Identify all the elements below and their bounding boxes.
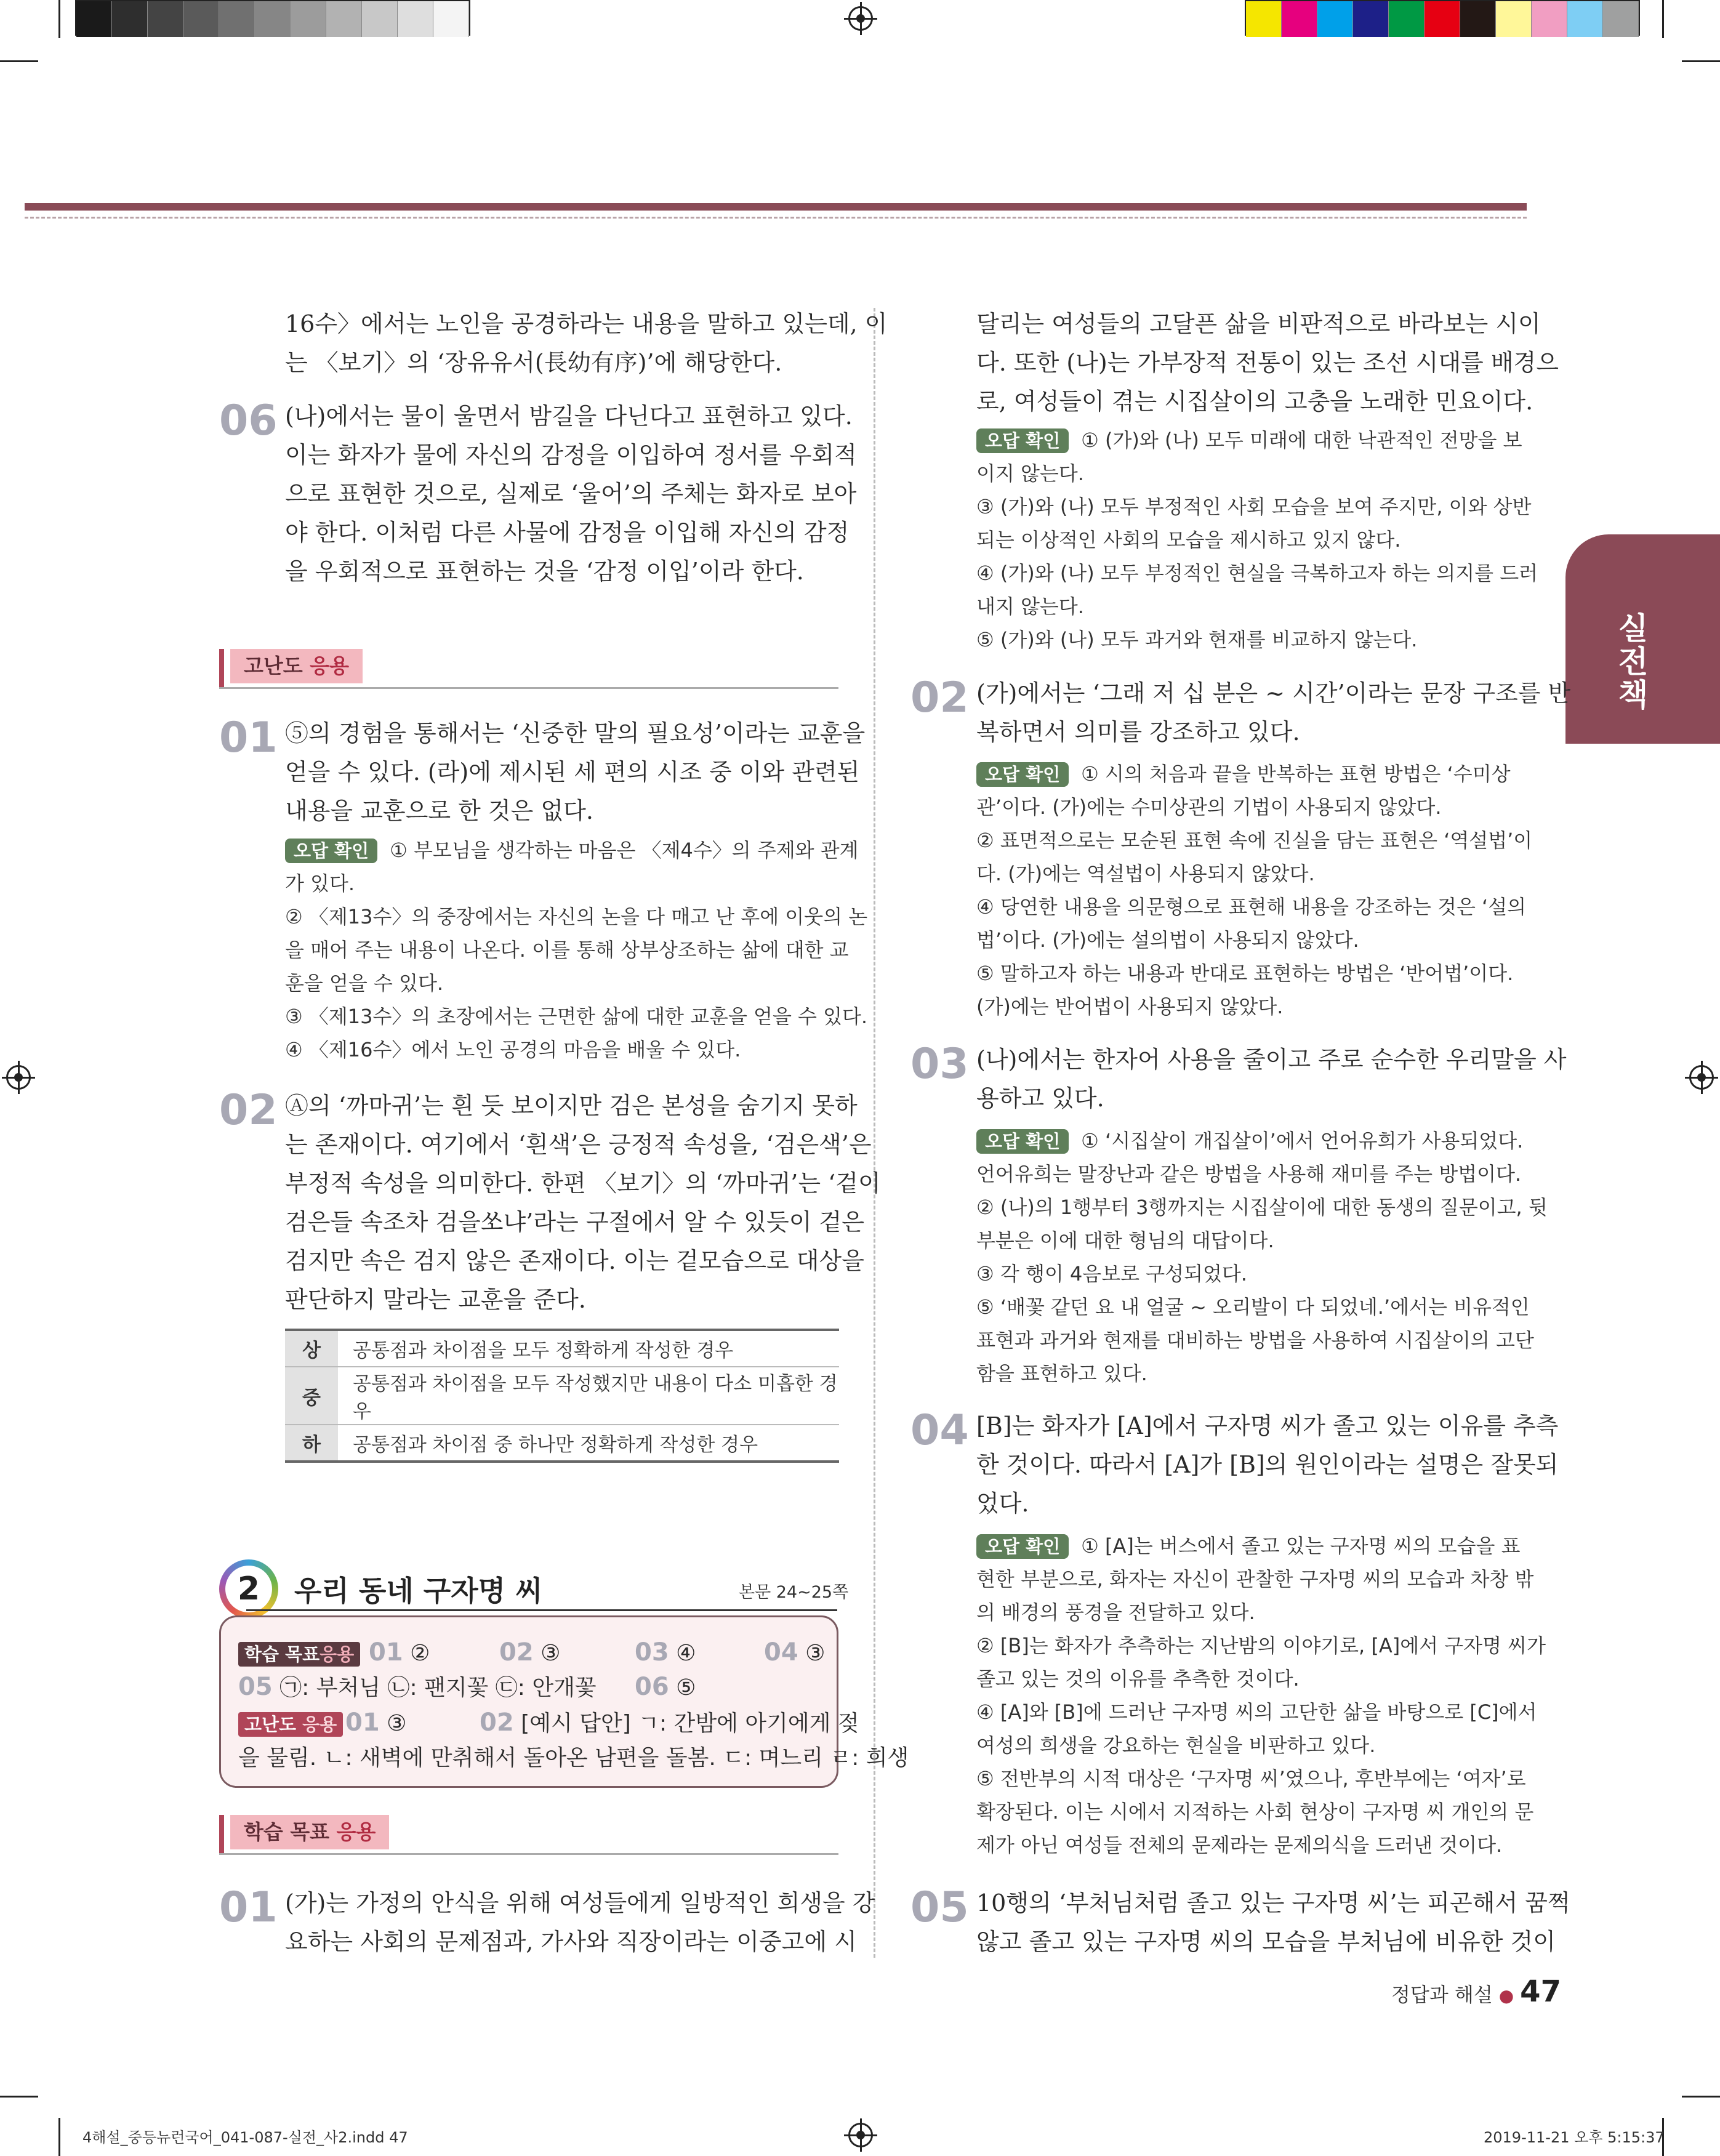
crop-mark xyxy=(1682,2096,1720,2098)
question-number: 01 xyxy=(219,714,278,762)
crop-mark xyxy=(1662,0,1664,38)
unit-page-range: 본문 24~25쪽 xyxy=(739,1583,849,1602)
print-slug-date: 2019-11-21 오후 5:15:37 xyxy=(1484,2129,1665,2146)
color-swatch xyxy=(148,1,183,37)
wrong-answer-badge: 오답 확인 xyxy=(976,1534,1069,1559)
table-row: 상 공통점과 차이점을 모두 정확하게 작성한 경우 xyxy=(285,1330,839,1367)
unit-title: 우리 동네 구자명 씨 xyxy=(294,1574,543,1607)
answer-explanation: (가)에서는 ‘그래 저 십 분은 ~ 시간’이라는 문장 구조를 반 복하면서 의미를 강조하고 있다. xyxy=(976,680,1571,746)
continued-text: 달리는 여성들의 고달픈 삶을 비판적으로 바라보는 시이 다. 또한 (나)는 가부장적 전통이 있는 조선 시대를 배경으 로, 여성들이 겪는 시집살이의 고충을 노래한 민요이다. xyxy=(976,310,1559,415)
bullet-icon: ● xyxy=(1498,1985,1514,2006)
question-number: 02 xyxy=(910,674,969,722)
section-side-tab: 실전책 xyxy=(1565,534,1720,744)
section-tag-advanced: 고난도 응용 xyxy=(219,649,838,689)
color-swatch xyxy=(362,1,398,37)
crop-mark xyxy=(0,60,38,62)
answer-explanation: 10행의 ‘부처님처럼 졸고 있는 구자명 씨’는 피곤해서 꿈쩍 않고 졸고 있는 구자명 씨의 모습을 부처님에 비유한 것이 xyxy=(976,1889,1570,1955)
answer-explanation: Ⓐ의 ‘까마귀’는 흰 듯 보이지만 검은 본성을 숨기지 못하 는 존재이다. 여기에서 ‘흰색’은 긍정적 속성을, ‘검은색’은 부정적 속성을 의미한다. 한편 〈보기〉의 ‘까마귀’는 ‘겉이 검은들 속조차 검을쏘냐’라는 구절에서 알 수 있듯이 겉은 검지만 속은 검지 않은 존재이다. 이는 겉모습으로 대상을 판단하지 말라는 교훈을 준다. xyxy=(285,1092,881,1313)
question-number: 01 xyxy=(219,1883,278,1932)
answer-explanation: (나)에서는 한자어 사용을 줄이고 주로 순수한 우리말을 사 용하고 있다. xyxy=(976,1046,1567,1112)
color-swatch xyxy=(219,1,255,37)
color-swatch xyxy=(255,1,291,37)
answer-explanation: (가)는 가정의 안식을 위해 여성들에게 일방적인 희생을 강 요하는 사회의 문제점과, 가사와 직장이라는 이중고에 시 xyxy=(285,1889,875,1955)
wrong-answer-badge: 오답 확인 xyxy=(976,428,1069,453)
registration-mark-icon xyxy=(6,1065,31,1090)
page-number: 47 xyxy=(1520,1974,1561,2009)
color-swatch xyxy=(433,1,469,37)
color-swatch xyxy=(1353,1,1389,37)
color-swatch xyxy=(1246,1,1282,37)
continued-text: 16수〉에서는 노인을 공경하라는 내용을 말하고 있는데, 이 는 〈보기〉의 ‘장유유서(長幼有序)’에 해당한다. xyxy=(285,310,888,376)
question-number: 02 xyxy=(219,1086,278,1135)
answer-explanation: [B]는 화자가 [A]에서 구자명 씨가 졸고 있는 이유를 추측 한 것이다. 따라서 [A]가 [B]의 원인이라는 설명은 잘못되 었다. xyxy=(976,1412,1559,1517)
wrong-answer-notes: 오답 확인 ① (가)와 (나) 모두 미래에 대한 낙관적인 전망을 보 이지 않는다. ③ (가)와 (나) 모두 부정적인 사회 모습을 보여 주지만, 이와 상반 되는 이상적인 사회의 모습을 제시하고 있지 않다. ④ (가)와 (나) 모두 부정적인 현실을 극복하고자 하는 의지를 드러 내지 않는다. ⑤ (가)와 (나) 모두 과거와 현재를 비교하지 않는다. xyxy=(976,428,1538,651)
color-swatch xyxy=(76,1,112,37)
grading-criteria-table xyxy=(285,1329,839,1463)
page-footer: 정답과 해설 ● 47 xyxy=(1391,1974,1561,2009)
print-slug-file: 4해설_중등뉴런국어_041-087-실전_사2.indd 47 xyxy=(82,2129,408,2146)
color-swatch xyxy=(1567,1,1603,37)
color-swatch xyxy=(183,1,219,37)
color-swatch xyxy=(1460,1,1496,37)
section-tag-learning-goal: 학습 목표 응용 xyxy=(219,1815,838,1855)
wrong-answer-badge: 오답 확인 xyxy=(285,839,377,863)
gray-calibration-strip xyxy=(75,0,470,36)
color-calibration-strip xyxy=(1245,0,1640,36)
color-swatch xyxy=(112,1,148,37)
crop-mark xyxy=(1682,60,1720,62)
unit-rule xyxy=(246,1609,837,1611)
answer-explanation: (나)에서는 물이 울면서 밤길을 다닌다고 표현하고 있다. 이는 화자가 물에 자신의 감정을 이입하여 정서를 우회적 으로 표현한 것으로, 실제로 ‘울어’의 주체는 화자로 보아 야 한다. 이처럼 다른 사물에 감정을 이입해 자신의 감정 을 우회적으로 표현하는 것을 ‘감정 이입’이라 한다. xyxy=(285,403,857,585)
header-rule xyxy=(25,203,1527,211)
crop-mark xyxy=(58,0,60,38)
color-swatch xyxy=(291,1,326,37)
quick-answer-box: 학습 목표응용 01 ② 02 ③ 03 ④ 04 ③ 05 ㉠: 부처님 ㉡: 팬지꽃 ㉢: 안개꽃 06 ⑤ 고난도 응용 01 ③ 02 [예시 답안] ㄱ: 간밤에 아기에게 젖 을 물림. ㄴ: 새벽에 만취해서 돌아온 남편을 돌봄. ㄷ: 며느리 ㄹ: 희생 xyxy=(219,1615,838,1788)
question-number: 05 xyxy=(910,1883,969,1932)
registration-mark-icon xyxy=(848,6,873,31)
crop-mark xyxy=(58,2118,60,2156)
question-number: 06 xyxy=(219,396,278,445)
wrong-answer-notes: 오답 확인 ① 시의 처음과 끝을 반복하는 표현 방법은 ‘수미상 관’이다. (가)에는 수미상관의 기법이 사용되지 않았다. ② 표면적으로는 모순된 표현 속에 진실을 담는 표현은 ‘역설법’이 다. (가)에는 역설법이 사용되지 않았다. ④ 당연한 내용을 의문형으로 표현해 내용을 강조하는 것은 ‘설의 법’이다. (가)에는 설의법이 사용되지 않았다. ⑤ 말하고자 하는 내용과 반대로 표현하는 방법은 ‘반어법’이다. (가)에는 반어법이 사용되지 않았다. xyxy=(976,762,1533,1018)
wrong-answer-badge: 오답 확인 xyxy=(976,762,1069,787)
wrong-answer-notes: 오답 확인 ① ‘시집살이 개집살이’에서 언어유희가 사용되었다. 언어유희는 말장난과 같은 방법을 사용해 재미를 주는 방법이다. ② (나)의 1행부터 3행까지는 시집살이에 대한 동생의 질문이고, 뒷 부분은 이에 대한 형님의 대답이다. ③ 각 행이 4음보로 구성되었다. ⑤ ‘배꽃 같던 요 내 얼굴 ~ 오리발이 다 되었네.’에서는 비유적인 표현과 과거와 현재를 대비하는 방법을 사용하여 시집살이의 고단 함을 표현하고 있다. xyxy=(976,1129,1548,1385)
crop-mark xyxy=(0,2096,38,2098)
color-swatch xyxy=(1389,1,1425,37)
color-swatch xyxy=(326,1,362,37)
question-number: 04 xyxy=(910,1406,969,1455)
color-swatch xyxy=(398,1,433,37)
color-swatch xyxy=(1317,1,1353,37)
color-swatch xyxy=(1282,1,1317,37)
registration-mark-icon xyxy=(1689,1065,1714,1090)
color-swatch xyxy=(1532,1,1567,37)
wrong-answer-notes: 오답 확인 ① 부모님을 생각하는 마음은 〈제4수〉의 주제와 관계 가 있다. ② 〈제13수〉의 중장에서는 자신의 논을 다 매고 난 후에 이웃의 논 을 매어 주는 내용이 나온다. 이를 통해 상부상조하는 삶에 대한 교 훈을 얻을 수 있다. ③ 〈제13수〉의 초장에서는 근면한 삶에 대한 교훈을 얻을 수 있다. ④ 〈제16수〉에서 노인 공경의 마음을 배울 수 있다. xyxy=(285,839,868,1061)
answer-explanation: ⑤의 경험을 통해서는 ‘신중한 말의 필요성’이라는 교훈을 얻을 수 있다. (라)에 제시된 세 편의 시조 중 이와 관련된 내용을 교훈으로 한 것은 없다. xyxy=(285,720,866,824)
table-row: 중 공통점과 차이점을 모두 작성했지만 내용이 다소 미흡한 경우 xyxy=(285,1367,839,1425)
color-swatch xyxy=(1425,1,1460,37)
color-swatch xyxy=(1496,1,1532,37)
unit-number-badge: 2 xyxy=(219,1559,278,1619)
wrong-answer-badge: 오답 확인 xyxy=(976,1129,1069,1154)
wrong-answer-notes: 오답 확인 ① [A]는 버스에서 졸고 있는 구자명 씨의 모습을 표 현한 부분으로, 화자는 자신이 관찰한 구자명 씨의 모습과 차창 밖 의 배경의 풍경을 전달하고 있다. ② [B]는 화자가 추측하는 지난밤의 이야기로, [A]에서 구자명 씨가 졸고 있는 것의 이유를 추측한 것이다. ④ [A]와 [B]에 드러난 구자명 씨의 고단한 삶을 바탕으로 [C]에서 여성의 희생을 강요하는 현실을 비판하고 있다. ⑤ 전반부의 시적 대상은 ‘구자명 씨’였으나, 후반부에는 ‘여자’로 확장된다. 이는 시에서 지적하는 사회 현상이 구자명 씨 개인의 문 제가 아닌 여성들 전체의 문제라는 문제의식을 드러낸 것이다. xyxy=(976,1534,1546,1857)
question-number: 03 xyxy=(910,1040,969,1088)
color-swatch xyxy=(1603,1,1639,37)
header-dashed-rule xyxy=(25,217,1527,219)
registration-mark-icon xyxy=(848,2123,873,2147)
table-row: 하 공통점과 차이점 중 하나만 정확하게 작성한 경우 xyxy=(285,1425,839,1462)
